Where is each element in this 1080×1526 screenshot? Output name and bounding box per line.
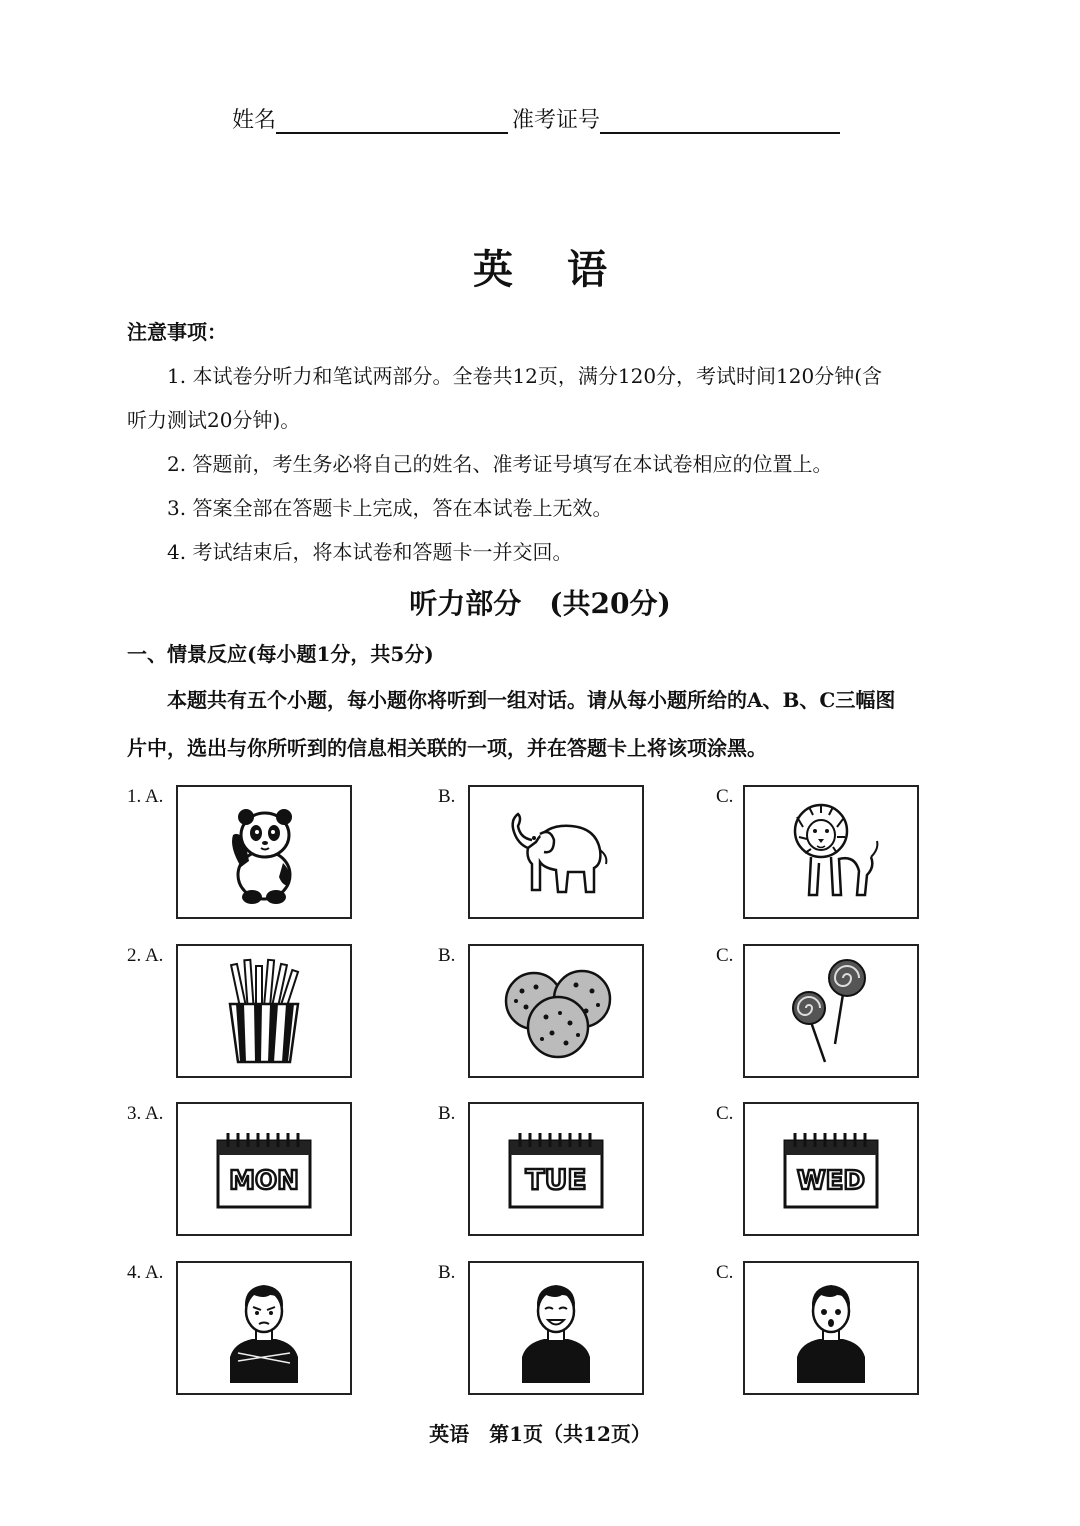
calendar-mon-text: MON [229, 1166, 299, 1196]
q4-option-c-label: C. [716, 1262, 734, 1283]
cookies-picture [496, 961, 616, 1061]
q4-label: 4. A. [127, 1262, 164, 1283]
page-title: 英语 [473, 246, 661, 293]
notice-item-4: 4. 考试结束后，将本试卷和答题卡一并交回。 [167, 540, 573, 564]
id-label: 准考证号 [512, 108, 601, 133]
q3-option-b-box[interactable] [468, 1102, 644, 1236]
q3-option-a-box[interactable] [176, 1102, 352, 1236]
q1-option-c-label: C. [716, 786, 734, 807]
id-blank[interactable] [600, 106, 840, 134]
happy-boy-picture [516, 1273, 596, 1383]
q2-option-c-label: C. [716, 945, 734, 966]
q2-option-b-box[interactable] [468, 944, 644, 1078]
notice-item-1-cont: 听力测试20分钟)。 [127, 408, 301, 432]
notice-heading: 注意事项： [127, 320, 227, 344]
notice-item-3: 3. 答案全部在答题卡上完成，答在本试卷上无效。 [167, 496, 613, 520]
q2-option-a-box[interactable] [176, 944, 352, 1078]
lion-picture [781, 797, 881, 907]
q4-option-a-box[interactable] [176, 1261, 352, 1395]
q2-option-b-label: B. [438, 945, 456, 966]
calendar-wed-picture [781, 1127, 881, 1211]
q1-label: 1. A. [127, 786, 164, 807]
calendar-tue-picture [506, 1127, 606, 1211]
candidate-info-line [232, 103, 840, 134]
page-footer: 英语 第1页（共12页） [429, 1422, 651, 1446]
notice-item-2: 2. 答题前，考生务必将自己的姓名、准考证号填写在本试卷相应的位置上。 [167, 452, 833, 476]
q3-label: 3. A. [127, 1103, 164, 1124]
q2-label: 2. A. [127, 945, 164, 966]
panda-picture [219, 797, 309, 907]
name-label: 姓名 [232, 108, 277, 133]
calendar-mon-picture [214, 1127, 314, 1211]
q3-option-c-box[interactable] [743, 1102, 919, 1236]
q4-option-b-label: B. [438, 1262, 456, 1283]
q1-option-a-box[interactable] [176, 785, 352, 919]
angry-boy-picture [224, 1273, 304, 1383]
fries-picture [224, 958, 304, 1064]
listening-section-title: 听力部分 (共20分) [409, 587, 671, 620]
instruction-line-1: 本题共有五个小题，每小题你将听到一组对话。请从每小题所给的A、B、C三幅图 [167, 688, 896, 712]
q4-option-b-box[interactable] [468, 1261, 644, 1395]
notice-item-1: 1. 本试卷分听力和笔试两部分。全卷共12页，满分120分，考试时间120分钟(含 [167, 364, 883, 388]
surprised-boy-picture [791, 1273, 871, 1383]
calendar-tue-text: TUE [525, 1163, 587, 1196]
calendar-wed-text: WED [796, 1166, 866, 1196]
q1-option-b-box[interactable] [468, 785, 644, 919]
instruction-line-2: 片中，选出与你所听到的信息相关联的一项，并在答题卡上将该项涂黑。 [127, 736, 767, 760]
lollipops-picture [781, 956, 881, 1066]
part1-heading: 一、情景反应(每小题1分，共5分) [127, 642, 434, 666]
q1-option-b-label: B. [438, 786, 456, 807]
name-blank[interactable] [276, 106, 508, 134]
q1-option-c-box[interactable] [743, 785, 919, 919]
q4-option-c-box[interactable] [743, 1261, 919, 1395]
elephant-picture [496, 802, 616, 902]
q3-option-c-label: C. [716, 1103, 734, 1124]
q2-option-c-box[interactable] [743, 944, 919, 1078]
q3-option-b-label: B. [438, 1103, 456, 1124]
